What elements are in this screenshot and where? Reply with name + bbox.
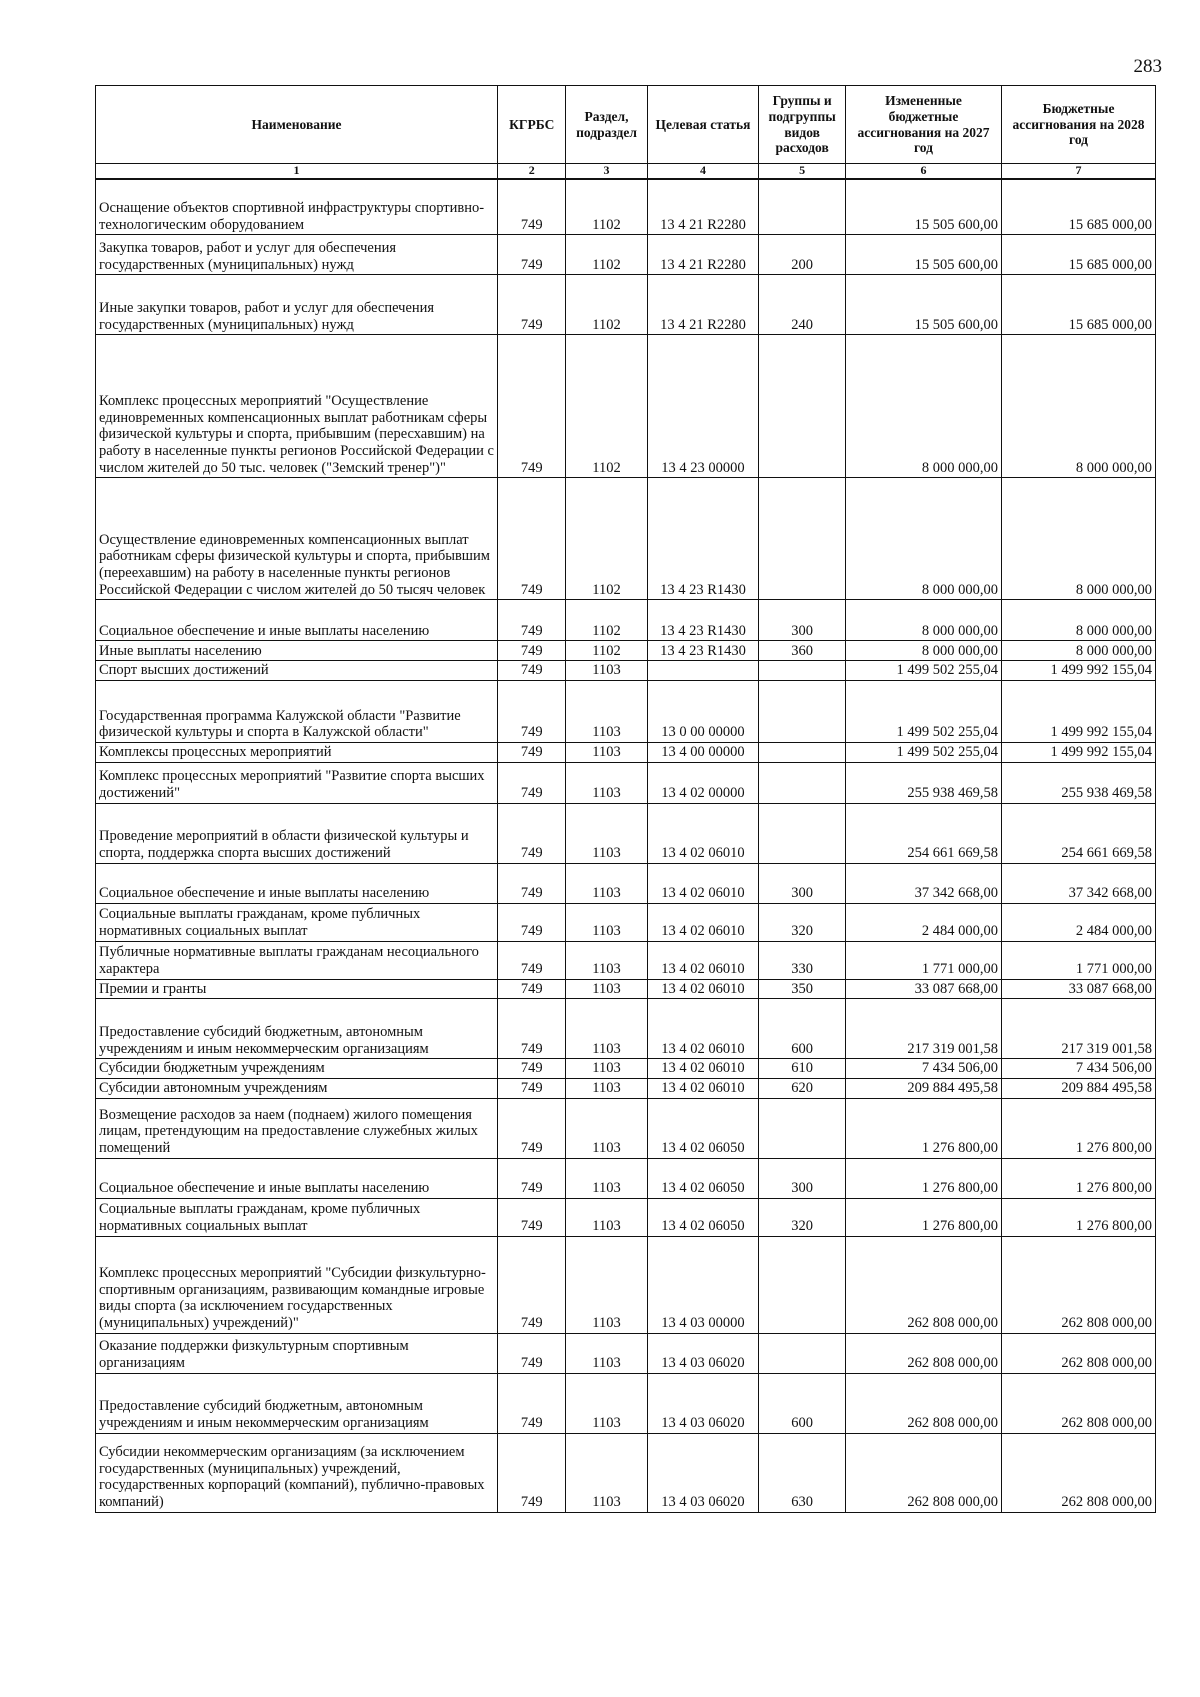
row-section: 1103 xyxy=(566,661,647,681)
row-kgrbs: 749 xyxy=(498,1236,566,1333)
row-amount-2028: 15 685 000,00 xyxy=(1002,235,1156,275)
table-row xyxy=(96,1333,1156,1373)
row-name: Проведение мероприятий в области физической культуры и спорта, поддержка спорта высших достижений xyxy=(96,803,498,863)
row-expense-group: 240 xyxy=(759,275,846,335)
table-row xyxy=(96,1433,1156,1512)
row-target-article: 13 4 02 06010 xyxy=(647,1078,759,1098)
row-name: Государственная программа Калужской области "Развитие физической культуры и спорта в Калужской области" xyxy=(96,680,498,742)
row-expense-group: 600 xyxy=(759,999,846,1059)
row-amount-2028: 1 771 000,00 xyxy=(1002,941,1156,979)
col-header-2028: Бюджетные ассигнования на 2028 год xyxy=(1002,86,1156,164)
row-target-article: 13 0 00 00000 xyxy=(647,680,759,742)
row-section: 1103 xyxy=(566,1433,647,1512)
col-number: 1 xyxy=(96,164,498,179)
row-section: 1103 xyxy=(566,1098,647,1158)
table-row xyxy=(96,680,1156,742)
table-row xyxy=(96,1098,1156,1158)
table-row xyxy=(96,179,1156,235)
row-amount-2027: 1 276 800,00 xyxy=(845,1098,1001,1158)
row-section: 1103 xyxy=(566,1333,647,1373)
table-row xyxy=(96,1158,1156,1198)
row-target-article: 13 4 03 06020 xyxy=(647,1333,759,1373)
col-header-section: Раздел, подраздел xyxy=(566,86,647,164)
row-name: Премии и гранты xyxy=(96,979,498,999)
row-amount-2028: 262 808 000,00 xyxy=(1002,1373,1156,1433)
row-kgrbs: 749 xyxy=(498,600,566,641)
row-amount-2027: 217 319 001,58 xyxy=(845,999,1001,1059)
row-kgrbs: 749 xyxy=(498,680,566,742)
row-section: 1102 xyxy=(566,335,647,478)
row-amount-2027: 254 661 669,58 xyxy=(845,803,1001,863)
row-section: 1102 xyxy=(566,478,647,600)
row-amount-2027: 209 884 495,58 xyxy=(845,1078,1001,1098)
row-section: 1103 xyxy=(566,803,647,863)
row-target-article: 13 4 02 06010 xyxy=(647,1059,759,1079)
row-amount-2027: 1 499 502 255,04 xyxy=(845,742,1001,762)
row-kgrbs: 749 xyxy=(498,661,566,681)
row-name: Спорт высших достижений xyxy=(96,661,498,681)
row-target-article: 13 4 03 06020 xyxy=(647,1373,759,1433)
row-target-article: 13 4 02 06010 xyxy=(647,999,759,1059)
table-body xyxy=(96,179,1156,1512)
row-section: 1102 xyxy=(566,600,647,641)
row-section: 1103 xyxy=(566,863,647,903)
row-amount-2028: 1 499 992 155,04 xyxy=(1002,680,1156,742)
row-amount-2027: 1 276 800,00 xyxy=(845,1158,1001,1198)
table-row xyxy=(96,762,1156,803)
row-expense-group xyxy=(759,478,846,600)
row-section: 1102 xyxy=(566,235,647,275)
row-amount-2028: 15 685 000,00 xyxy=(1002,275,1156,335)
row-target-article: 13 4 02 06010 xyxy=(647,941,759,979)
row-section: 1103 xyxy=(566,999,647,1059)
row-name: Комплексы процессных мероприятий xyxy=(96,742,498,762)
row-expense-group: 300 xyxy=(759,600,846,641)
row-target-article: 13 4 23 R1430 xyxy=(647,641,759,661)
row-amount-2028: 209 884 495,58 xyxy=(1002,1078,1156,1098)
row-amount-2028: 7 434 506,00 xyxy=(1002,1059,1156,1079)
row-target-article: 13 4 02 06010 xyxy=(647,979,759,999)
row-amount-2028: 262 808 000,00 xyxy=(1002,1236,1156,1333)
row-target-article: 13 4 23 00000 xyxy=(647,335,759,478)
row-name: Субсидии бюджетным учреждениям xyxy=(96,1059,498,1079)
row-expense-group: 320 xyxy=(759,1198,846,1236)
table-row xyxy=(96,1373,1156,1433)
row-expense-group: 630 xyxy=(759,1433,846,1512)
table-row xyxy=(96,803,1156,863)
col-header-2027: Измененные бюджетные ассигнования на 2027 год xyxy=(845,86,1001,164)
row-name: Субсидии автономным учреждениям xyxy=(96,1078,498,1098)
col-header-article: Целевая статья xyxy=(647,86,759,164)
row-amount-2027: 8 000 000,00 xyxy=(845,641,1001,661)
row-name: Оснащение объектов спортивной инфраструктуры спортивно-технологическим оборудованием xyxy=(96,179,498,235)
col-header-group: Группы и подгруппы видов расходов xyxy=(759,86,846,164)
row-expense-group: 320 xyxy=(759,903,846,941)
table-row xyxy=(96,742,1156,762)
row-expense-group: 350 xyxy=(759,979,846,999)
row-amount-2028: 217 319 001,58 xyxy=(1002,999,1156,1059)
row-name: Социальное обеспечение и иные выплаты населению xyxy=(96,863,498,903)
row-target-article: 13 4 02 06050 xyxy=(647,1098,759,1158)
table-row xyxy=(96,1078,1156,1098)
row-kgrbs: 749 xyxy=(498,1098,566,1158)
row-amount-2027: 1 276 800,00 xyxy=(845,1198,1001,1236)
row-section: 1103 xyxy=(566,1078,647,1098)
row-amount-2027: 2 484 000,00 xyxy=(845,903,1001,941)
row-amount-2027: 15 505 600,00 xyxy=(845,179,1001,235)
row-section: 1103 xyxy=(566,680,647,742)
row-amount-2027: 7 434 506,00 xyxy=(845,1059,1001,1079)
row-section: 1103 xyxy=(566,941,647,979)
row-kgrbs: 749 xyxy=(498,275,566,335)
row-section: 1103 xyxy=(566,979,647,999)
header-row xyxy=(96,86,1156,164)
row-amount-2027: 262 808 000,00 xyxy=(845,1333,1001,1373)
row-amount-2028: 262 808 000,00 xyxy=(1002,1333,1156,1373)
row-expense-group: 360 xyxy=(759,641,846,661)
table-row xyxy=(96,600,1156,641)
row-target-article: 13 4 02 06010 xyxy=(647,863,759,903)
row-amount-2027: 1 771 000,00 xyxy=(845,941,1001,979)
row-amount-2028: 8 000 000,00 xyxy=(1002,641,1156,661)
row-amount-2027: 33 087 668,00 xyxy=(845,979,1001,999)
table-row xyxy=(96,999,1156,1059)
row-kgrbs: 749 xyxy=(498,999,566,1059)
budget-table xyxy=(95,85,1156,1513)
table-row xyxy=(96,1059,1156,1079)
row-section: 1102 xyxy=(566,275,647,335)
col-header-name: Наименование xyxy=(96,86,498,164)
row-kgrbs: 749 xyxy=(498,1373,566,1433)
row-amount-2028: 2 484 000,00 xyxy=(1002,903,1156,941)
row-target-article: 13 4 02 06010 xyxy=(647,903,759,941)
page-number: 283 xyxy=(1133,56,1162,77)
col-number: 4 xyxy=(647,164,759,179)
row-name: Социальные выплаты гражданам, кроме публичных нормативных социальных выплат xyxy=(96,903,498,941)
row-amount-2027: 1 499 502 255,04 xyxy=(845,661,1001,681)
table-row xyxy=(96,903,1156,941)
row-amount-2028: 8 000 000,00 xyxy=(1002,335,1156,478)
row-amount-2027: 8 000 000,00 xyxy=(845,478,1001,600)
row-expense-group xyxy=(759,661,846,681)
row-amount-2028: 1 276 800,00 xyxy=(1002,1198,1156,1236)
row-section: 1103 xyxy=(566,903,647,941)
row-amount-2028: 8 000 000,00 xyxy=(1002,478,1156,600)
row-target-article: 13 4 03 06020 xyxy=(647,1433,759,1512)
col-number: 5 xyxy=(759,164,846,179)
row-expense-group xyxy=(759,335,846,478)
row-expense-group xyxy=(759,1098,846,1158)
row-name: Комплекс процессных мероприятий "Субсидии физкультурно-спортивным организациям, развивающим командные игровые виды спорта (за исключением государственных (муниципальных) учреждений)" xyxy=(96,1236,498,1333)
row-kgrbs: 749 xyxy=(498,979,566,999)
row-amount-2027: 15 505 600,00 xyxy=(845,275,1001,335)
row-expense-group: 200 xyxy=(759,235,846,275)
row-amount-2028: 8 000 000,00 xyxy=(1002,600,1156,641)
row-target-article: 13 4 00 00000 xyxy=(647,742,759,762)
row-amount-2027: 255 938 469,58 xyxy=(845,762,1001,803)
table-row xyxy=(96,235,1156,275)
row-section: 1103 xyxy=(566,1158,647,1198)
row-name: Предоставление субсидий бюджетным, автономным учреждениям и иным некоммерческим организациям xyxy=(96,1373,498,1433)
row-expense-group xyxy=(759,803,846,863)
row-amount-2028: 255 938 469,58 xyxy=(1002,762,1156,803)
row-amount-2028: 33 087 668,00 xyxy=(1002,979,1156,999)
table-row xyxy=(96,1236,1156,1333)
row-section: 1102 xyxy=(566,179,647,235)
row-kgrbs: 749 xyxy=(498,478,566,600)
row-target-article: 13 4 02 06050 xyxy=(647,1198,759,1236)
row-kgrbs: 749 xyxy=(498,762,566,803)
col-number: 3 xyxy=(566,164,647,179)
row-amount-2028: 262 808 000,00 xyxy=(1002,1433,1156,1512)
row-expense-group xyxy=(759,762,846,803)
row-kgrbs: 749 xyxy=(498,1059,566,1079)
table-row xyxy=(96,979,1156,999)
row-expense-group: 300 xyxy=(759,863,846,903)
row-name: Публичные нормативные выплаты гражданам несоциального характера xyxy=(96,941,498,979)
row-name: Комплекс процессных мероприятий "Осуществление единовременных компенсационных выплат работникам сферы физической культуры и спорта, прибывшим (пересхавшим) на работу в населенные пункты регионов Российской Федерации с числом жителей до 50 тыс. человек ("Земский тренер")" xyxy=(96,335,498,478)
row-target-article: 13 4 02 06010 xyxy=(647,803,759,863)
col-number: 2 xyxy=(498,164,566,179)
row-name: Социальное обеспечение и иные выплаты населению xyxy=(96,600,498,641)
row-name: Иные закупки товаров, работ и услуг для обеспечения государственных (муниципальных) нужд xyxy=(96,275,498,335)
row-name: Комплекс процессных мероприятий "Развитие спорта высших достижений" xyxy=(96,762,498,803)
row-name: Возмещение расходов за наем (поднаем) жилого помещения лицам, претендующим на предоставление служебных жилых помещений xyxy=(96,1098,498,1158)
row-expense-group xyxy=(759,680,846,742)
row-section: 1103 xyxy=(566,742,647,762)
row-expense-group xyxy=(759,179,846,235)
row-target-article: 13 4 23 R1430 xyxy=(647,478,759,600)
table-row xyxy=(96,1198,1156,1236)
row-kgrbs: 749 xyxy=(498,235,566,275)
row-amount-2027: 262 808 000,00 xyxy=(845,1433,1001,1512)
row-expense-group xyxy=(759,1236,846,1333)
row-amount-2028: 1 276 800,00 xyxy=(1002,1098,1156,1158)
row-amount-2027: 1 499 502 255,04 xyxy=(845,680,1001,742)
row-target-article: 13 4 21 R2280 xyxy=(647,235,759,275)
row-amount-2028: 254 661 669,58 xyxy=(1002,803,1156,863)
row-expense-group xyxy=(759,1333,846,1373)
table-row xyxy=(96,863,1156,903)
row-amount-2028: 1 499 992 155,04 xyxy=(1002,661,1156,681)
row-amount-2028: 37 342 668,00 xyxy=(1002,863,1156,903)
row-kgrbs: 749 xyxy=(498,335,566,478)
row-kgrbs: 749 xyxy=(498,1078,566,1098)
row-expense-group: 330 xyxy=(759,941,846,979)
col-header-kgrbs: КГРБС xyxy=(498,86,566,164)
row-kgrbs: 749 xyxy=(498,1333,566,1373)
row-kgrbs: 749 xyxy=(498,863,566,903)
row-target-article: 13 4 03 00000 xyxy=(647,1236,759,1333)
row-kgrbs: 749 xyxy=(498,641,566,661)
row-amount-2028: 15 685 000,00 xyxy=(1002,179,1156,235)
table-row xyxy=(96,478,1156,600)
row-kgrbs: 749 xyxy=(498,179,566,235)
row-target-article: 13 4 02 06050 xyxy=(647,1158,759,1198)
table-row xyxy=(96,661,1156,681)
row-target-article xyxy=(647,661,759,681)
row-kgrbs: 749 xyxy=(498,941,566,979)
row-name: Социальные выплаты гражданам, кроме публичных нормативных социальных выплат xyxy=(96,1198,498,1236)
row-target-article: 13 4 21 R2280 xyxy=(647,275,759,335)
row-kgrbs: 749 xyxy=(498,1158,566,1198)
table-row xyxy=(96,641,1156,661)
row-target-article: 13 4 21 R2280 xyxy=(647,179,759,235)
table-row xyxy=(96,275,1156,335)
row-target-article: 13 4 23 R1430 xyxy=(647,600,759,641)
row-expense-group: 610 xyxy=(759,1059,846,1079)
row-kgrbs: 749 xyxy=(498,903,566,941)
row-expense-group: 300 xyxy=(759,1158,846,1198)
column-number-row xyxy=(96,164,1156,179)
row-name: Предоставление субсидий бюджетным, автономным учреждениям и иным некоммерческим организациям xyxy=(96,999,498,1059)
row-name: Закупка товаров, работ и услуг для обеспечения государственных (муниципальных) нужд xyxy=(96,235,498,275)
table-row xyxy=(96,941,1156,979)
row-section: 1102 xyxy=(566,641,647,661)
row-target-article: 13 4 02 00000 xyxy=(647,762,759,803)
row-expense-group xyxy=(759,742,846,762)
row-section: 1103 xyxy=(566,1373,647,1433)
row-kgrbs: 749 xyxy=(498,742,566,762)
row-kgrbs: 749 xyxy=(498,803,566,863)
table-row xyxy=(96,335,1156,478)
row-name: Осуществление единовременных компенсационных выплат работникам сферы физической культуры и спорта, прибывшим (переехавшим) на работу в населенные пункты регионов Российской Федерации с числом жителей до 50 тысяч человек xyxy=(96,478,498,600)
row-kgrbs: 749 xyxy=(498,1198,566,1236)
col-number: 7 xyxy=(1002,164,1156,179)
row-amount-2027: 8 000 000,00 xyxy=(845,335,1001,478)
col-number: 6 xyxy=(845,164,1001,179)
row-amount-2027: 37 342 668,00 xyxy=(845,863,1001,903)
row-amount-2027: 262 808 000,00 xyxy=(845,1373,1001,1433)
row-amount-2028: 1 499 992 155,04 xyxy=(1002,742,1156,762)
row-name: Оказание поддержки физкультурным спортивным организациям xyxy=(96,1333,498,1373)
row-amount-2028: 1 276 800,00 xyxy=(1002,1158,1156,1198)
row-amount-2027: 15 505 600,00 xyxy=(845,235,1001,275)
row-expense-group: 620 xyxy=(759,1078,846,1098)
row-amount-2027: 8 000 000,00 xyxy=(845,600,1001,641)
row-expense-group: 600 xyxy=(759,1373,846,1433)
row-section: 1103 xyxy=(566,1059,647,1079)
row-section: 1103 xyxy=(566,1198,647,1236)
row-name: Иные выплаты населению xyxy=(96,641,498,661)
row-section: 1103 xyxy=(566,1236,647,1333)
row-name: Субсидии некоммерческим организациям (за исключением государственных (муниципальных) учреждений, государственных корпораций (компаний), публично-правовых компаний) xyxy=(96,1433,498,1512)
row-section: 1103 xyxy=(566,762,647,803)
row-kgrbs: 749 xyxy=(498,1433,566,1512)
row-name: Социальное обеспечение и иные выплаты населению xyxy=(96,1158,498,1198)
row-amount-2027: 262 808 000,00 xyxy=(845,1236,1001,1333)
